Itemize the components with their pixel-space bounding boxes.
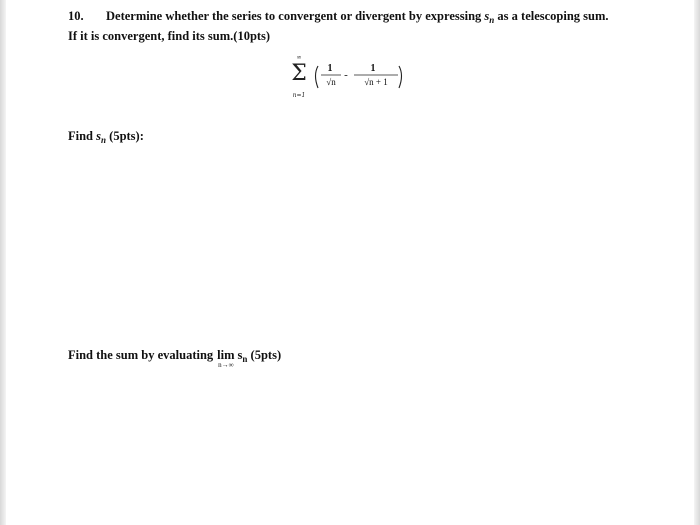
left-edge-shadow bbox=[0, 0, 6, 525]
question-prompt bbox=[68, 8, 668, 44]
term2-denominator: √n + 1 bbox=[364, 77, 388, 87]
term2-numerator: 1 bbox=[370, 63, 376, 74]
limit-operator bbox=[217, 348, 235, 369]
question-text-line2: If it is convergent, find its sum.(10pts) bbox=[68, 29, 271, 43]
minus-operator: - bbox=[344, 69, 348, 81]
left-paren bbox=[316, 66, 319, 88]
part-a-sub: n bbox=[101, 135, 107, 145]
term1-numerator: 1 bbox=[327, 63, 333, 74]
part-b-suffix: (5pts) bbox=[250, 348, 282, 362]
lim-subscript: n→∞ bbox=[218, 361, 234, 369]
part-a-var: s bbox=[96, 129, 102, 143]
series-expression bbox=[286, 52, 416, 104]
sn-variable: s bbox=[484, 9, 490, 23]
part-b-expr-sub: n bbox=[242, 354, 248, 364]
series-formula bbox=[286, 52, 416, 104]
part-b-prompt bbox=[68, 348, 282, 369]
question-number: 10. bbox=[68, 9, 84, 23]
right-paren bbox=[399, 66, 402, 88]
question-text-part1: Determine whether the series to convergent or divergent by expressing bbox=[106, 9, 482, 23]
right-edge-shadow bbox=[694, 0, 700, 525]
upper-limit: ∞ bbox=[296, 54, 302, 61]
part-b-expr: s bbox=[237, 348, 243, 362]
part-a-suffix: (5pts): bbox=[109, 129, 144, 143]
part-a-prefix: Find bbox=[68, 129, 94, 143]
part-b-prefix: Find the sum by evaluating bbox=[68, 348, 214, 362]
term1-denominator: √n bbox=[326, 77, 336, 87]
part-a-prompt bbox=[68, 129, 144, 145]
lower-limit: n=1 bbox=[292, 92, 306, 99]
lim-word: lim bbox=[217, 348, 235, 362]
question-text-part2: as a telescoping sum. bbox=[497, 9, 609, 23]
sigma-symbol: Σ bbox=[291, 61, 307, 86]
sn-subscript: n bbox=[489, 15, 495, 25]
